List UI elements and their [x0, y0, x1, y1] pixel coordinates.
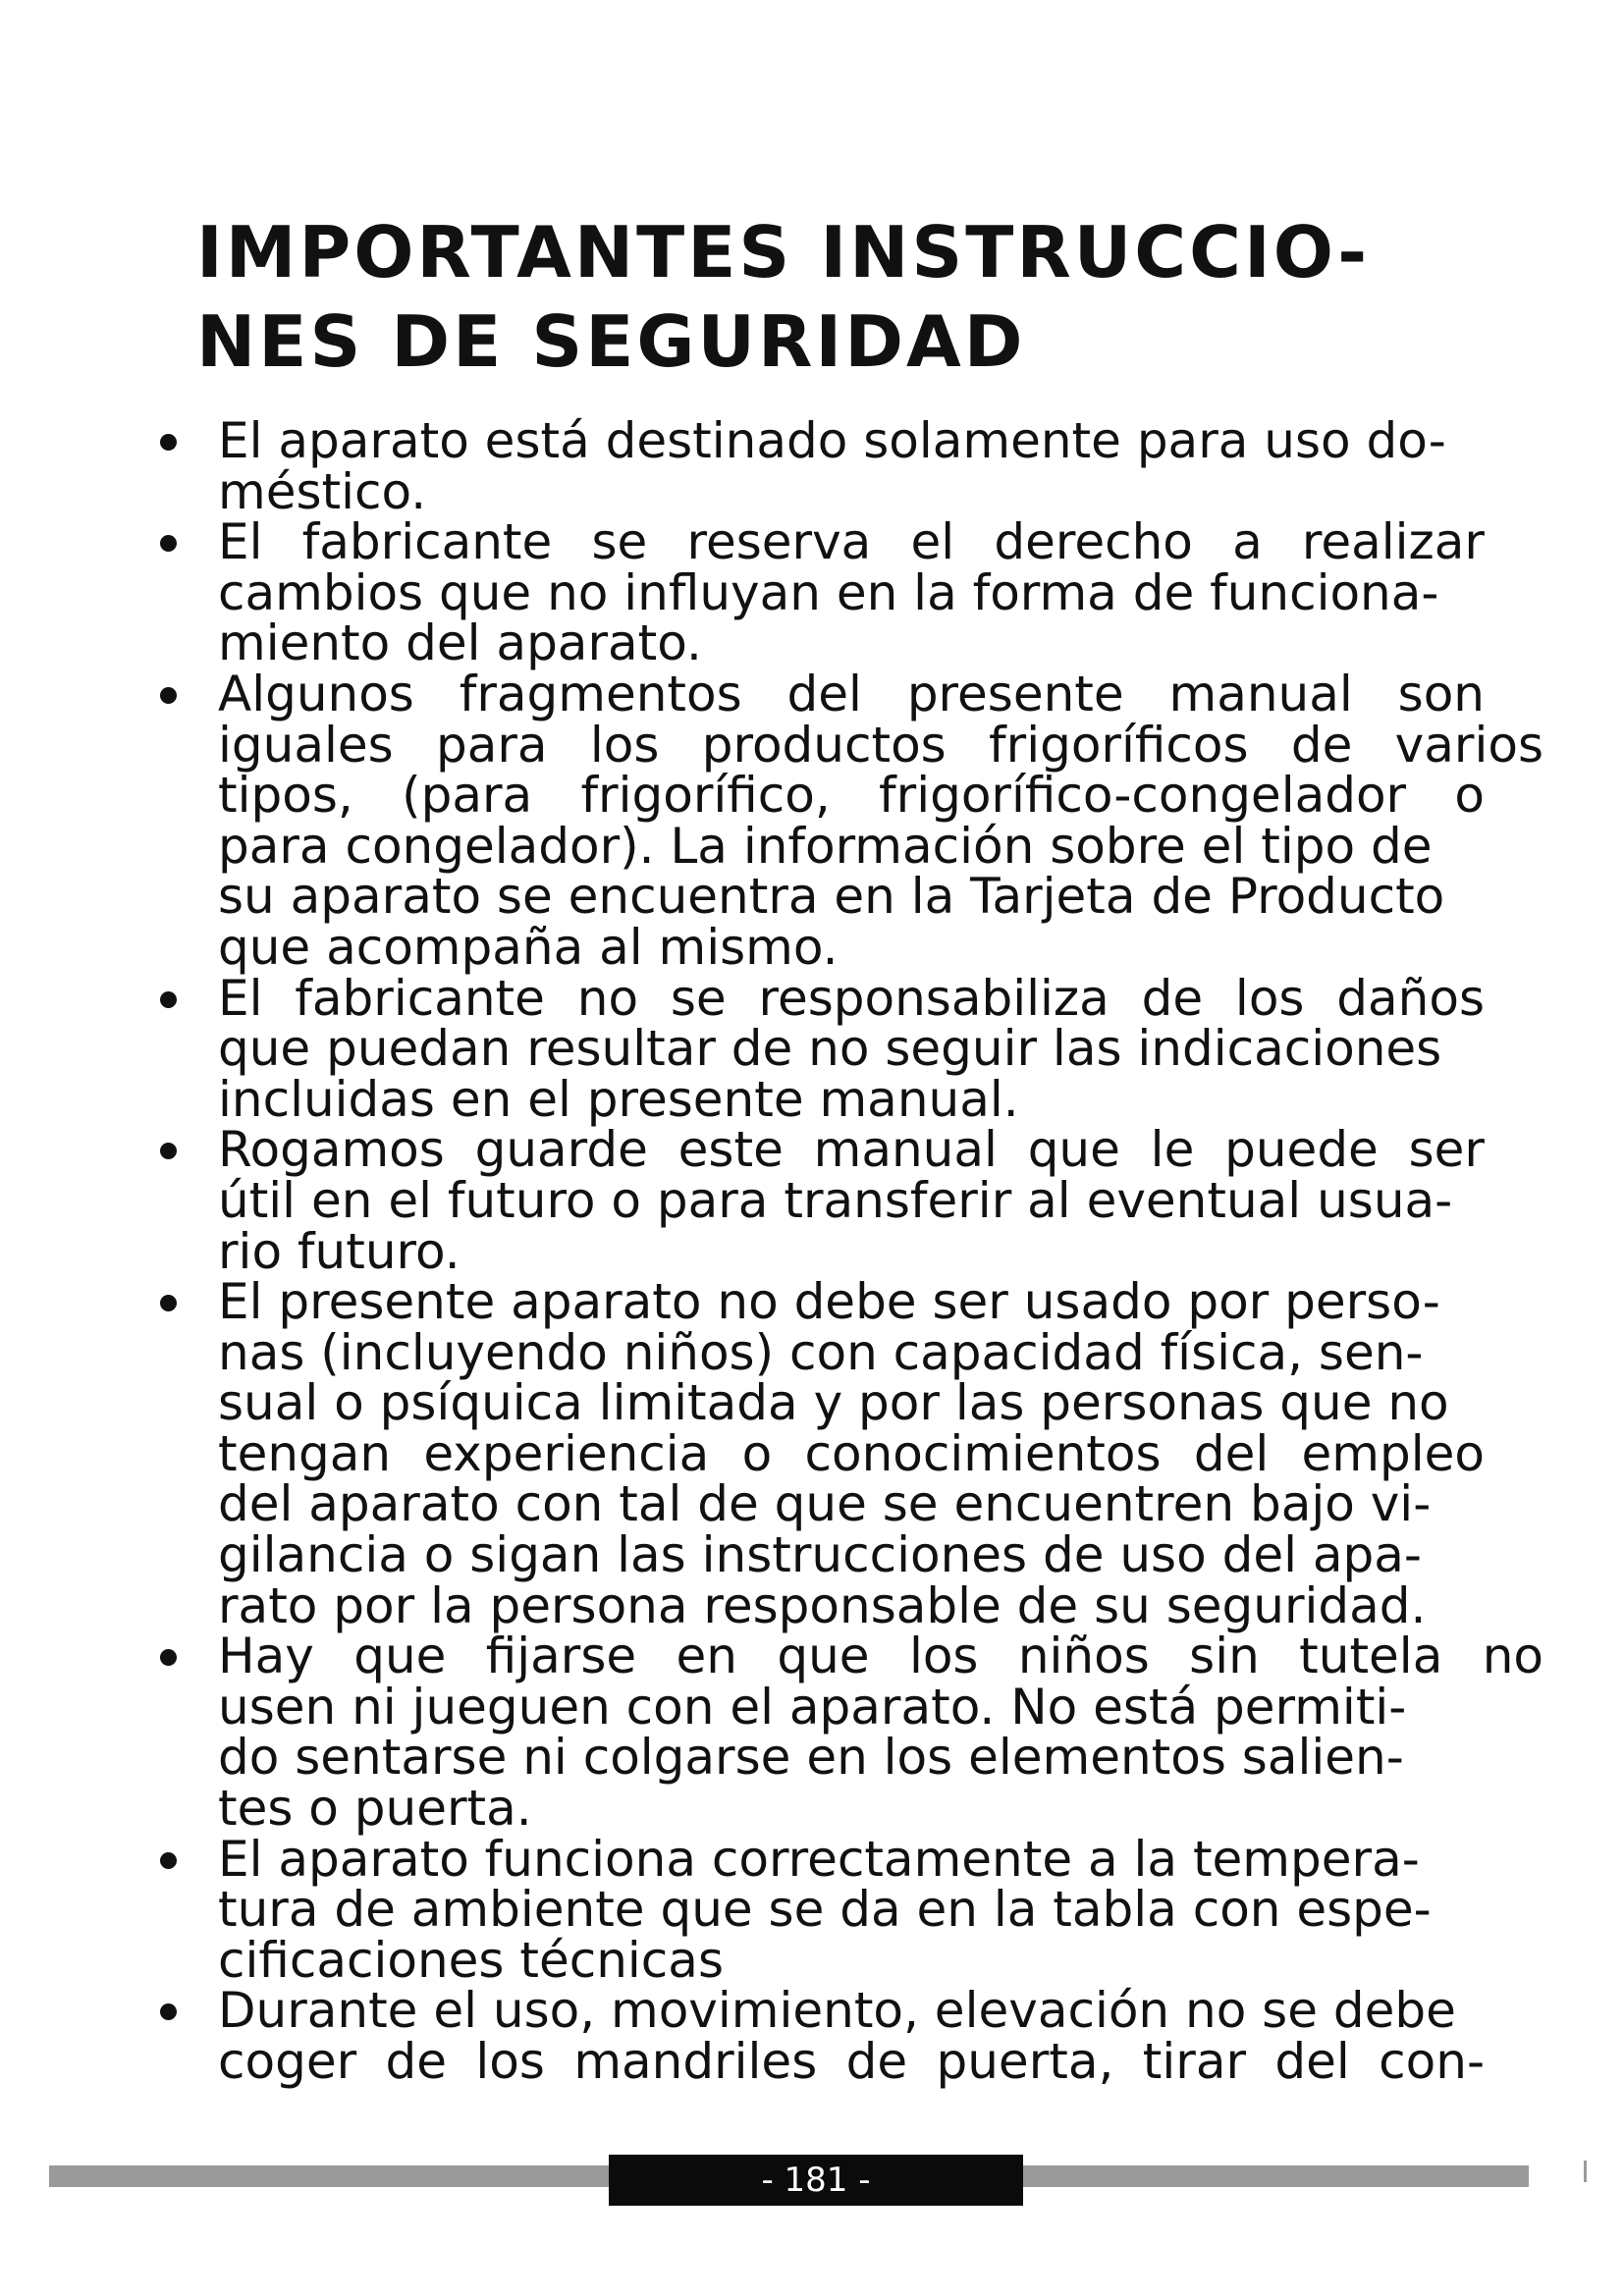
list-item-line: rato por la persona responsable de su seguridad.: [218, 1576, 1427, 1634]
list-item-line: que puedan resultar de no seguir las indicaciones: [218, 1020, 1442, 1078]
list-item-line: del aparato con tal de que se encuentren bajo vi-: [218, 1475, 1432, 1533]
list-item-line: cificaciones técnicas: [218, 1931, 724, 1989]
list-item: [147, 1830, 1542, 1989]
bullet-icon: [160, 2003, 177, 2020]
list-item-line: tipos, (para frigorífico, frigorífico-congelador o: [218, 767, 1485, 825]
list-item-line: coger de los mandriles de puerta, tirar del con-: [218, 2033, 1485, 2090]
page-title: [196, 208, 1473, 387]
bullet-icon: [160, 434, 177, 451]
list-item-line: para congelador). La información sobre el tipo de: [218, 817, 1433, 875]
list-item: [147, 969, 1542, 1128]
list-item-line: nas (incluyendo niños) con capacidad física, sen-: [218, 1323, 1424, 1381]
bullet-icon: [160, 991, 177, 1008]
list-item-line: do sentarse ni colgarse en los elementos salien-: [218, 1729, 1404, 1787]
list-item-line: gilancia o sigan las instrucciones de uso del apa-: [218, 1526, 1422, 1584]
list-item: [147, 665, 1543, 976]
list-item: [147, 412, 1542, 520]
list-item-line: Durante el uso, movimiento, elevación no se debe: [218, 1982, 1456, 2040]
bullet-icon: [160, 1852, 177, 1869]
list-item-line: tes o puerta.: [218, 1780, 532, 1838]
list-item-line: incluidas en el presente manual.: [218, 1070, 1019, 1128]
list-item-line: tengan experiencia o conocimientos del empleo: [218, 1424, 1485, 1482]
bullet-icon: [160, 535, 177, 552]
list-item-line: El fabricante no se responsabiliza de los daños: [218, 969, 1485, 1027]
list-item-line: iguales para los productos frigoríficos de varios: [218, 716, 1543, 774]
bullet-icon: [160, 1143, 177, 1159]
list-item-line: su aparato se encuentra en la Tarjeta de Producto: [218, 868, 1445, 926]
list-item-line: miento del aparato.: [218, 614, 702, 672]
list-item-line: Algunos fragmentos del presente manual son: [218, 665, 1485, 722]
list-item: [147, 1273, 1542, 1634]
list-item-line: El aparato funciona correctamente a la tempera-: [218, 1830, 1420, 1888]
list-item: [147, 513, 1542, 672]
bullet-icon: [160, 1649, 177, 1666]
page-number: - 181 -: [609, 2155, 1023, 2206]
list-item-line: rio futuro.: [218, 1222, 460, 1280]
list-item-line: El presente aparato no debe ser usado por perso-: [218, 1273, 1440, 1331]
list-item-line: útil en el futuro o para transferir al eventual usua-: [218, 1171, 1453, 1229]
list-item: [147, 1982, 1542, 2090]
list-item-line: Rogamos guarde este manual que le puede ser: [218, 1121, 1485, 1179]
bullet-icon: [160, 687, 177, 704]
list-item: [147, 1628, 1543, 1838]
list-item-line: Hay que fijarse en que los niños sin tutela no: [218, 1628, 1543, 1685]
list-item-line: cambios que no influyan en la forma de funciona-: [218, 563, 1439, 621]
footer-bar-right: [1023, 2165, 1529, 2187]
footer-bar-left: [49, 2165, 609, 2187]
list-item-line: que acompaña al mismo.: [218, 918, 839, 976]
list-item-line: méstico.: [218, 462, 427, 520]
safety-instructions-list: [147, 412, 1543, 2090]
list-item-line: El fabricante se reserva el derecho a realizar: [218, 513, 1485, 571]
bullet-icon: [160, 1295, 177, 1311]
page-title-line-2: NES DE SEGURIDAD: [196, 300, 1026, 383]
list-item-line: sual o psíquica limitada y por las personas que no: [218, 1374, 1449, 1432]
list-item-line: tura de ambiente que se da en la tabla con espe-: [218, 1881, 1432, 1939]
list-item-line: usen ni jueguen con el aparato. No está permiti-: [218, 1678, 1407, 1735]
list-item-line: El aparato está destinado solamente para uso do-: [218, 412, 1446, 469]
footer-tick-mark: [1584, 2161, 1587, 2182]
list-item: [147, 1121, 1542, 1280]
page-title-line-1: IMPORTANTES INSTRUCCIO-: [196, 211, 1371, 294]
